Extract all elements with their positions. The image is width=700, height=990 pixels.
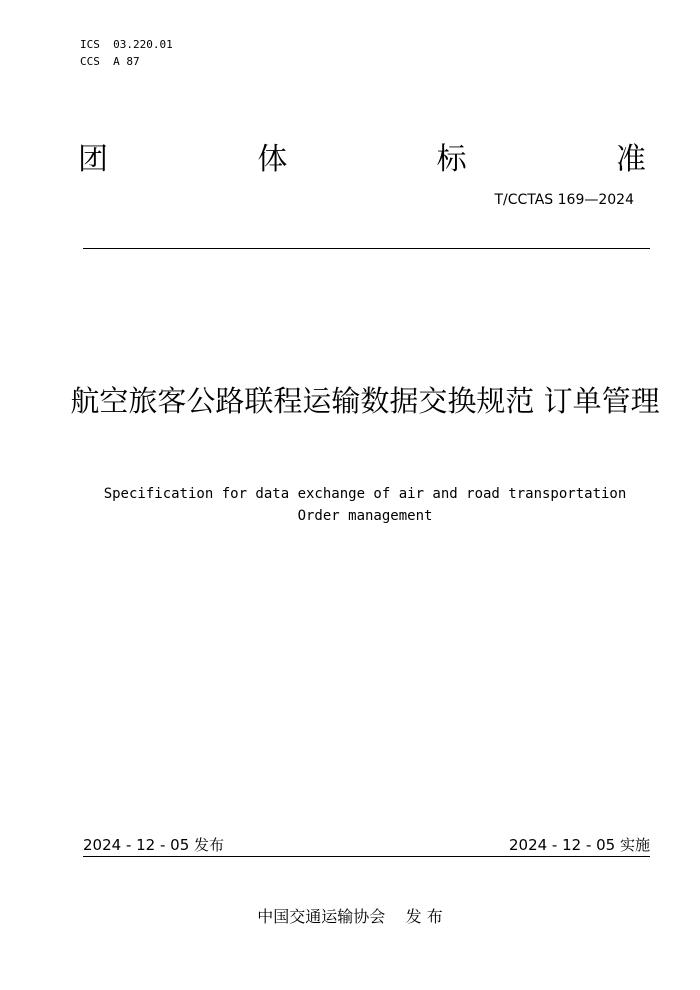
classification-codes: [80, 36, 173, 70]
standard-type-char: 标: [436, 142, 467, 177]
issue-date: 2024 - 12 - 05 发布: [83, 836, 225, 854]
standard-type-char: 体: [257, 142, 288, 177]
ics-code: ICS 03.220.01: [80, 38, 173, 51]
standard-type-char: 准: [615, 142, 646, 177]
publisher: 中国交通运输协会 发 布: [257, 907, 443, 926]
ccs-code: CCS A 87: [80, 55, 140, 68]
standard-type-heading: [78, 134, 646, 178]
title-english: Specification for data exchange of air and road transportation Order management: [103, 486, 644, 524]
top-divider: [83, 248, 650, 249]
title-chinese: 航空旅客公路联程运输数据交换规范 订单管理: [70, 384, 660, 418]
implementation-date: 2024 - 12 - 05 实施: [508, 836, 650, 854]
standard-type-char: 团: [78, 142, 108, 177]
standard-number: T/CCTAS 169—2024: [494, 192, 634, 208]
bottom-divider: [83, 856, 650, 857]
